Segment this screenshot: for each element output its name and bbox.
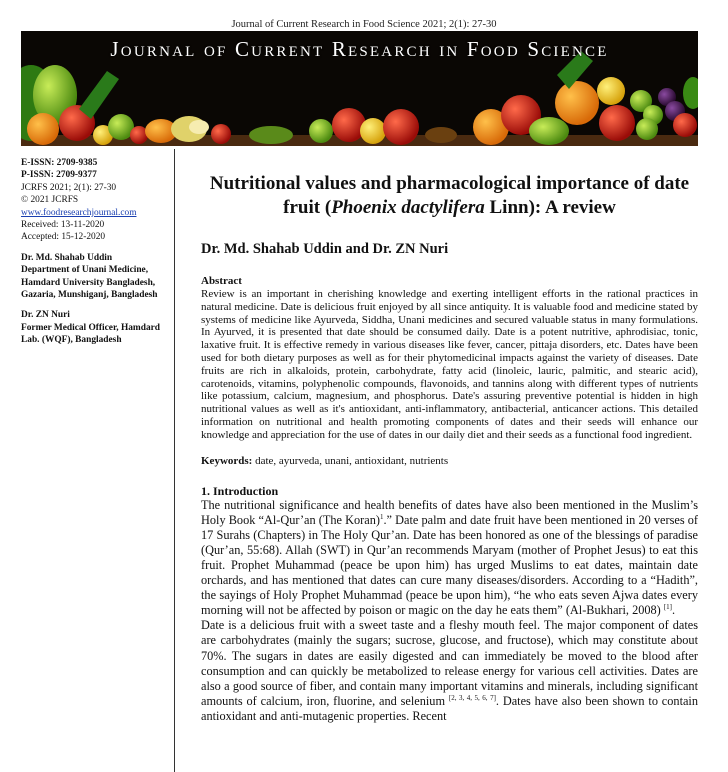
copyright: © 2021 JCRFS [21, 195, 79, 206]
eissn: E-ISSN: 2709-9385 [21, 158, 98, 168]
introduction-paragraph-1: The nutritional significance and health benefits of dates have also been mentioned in the Muslim’s Holy Book “Al-Qur’an (The Koran)$^1$.” Date palm and date fruit have been mentioned in 20 verses of 17 Surahs (Chapters) in The Holy Qur’an. Date has been honored as one of the blessings of paradise (Qur’an, 55:68). Allah (SWT) in Qur’an recommends Maryam (mother of Prophet Jesus) to eat this fruit. Prophet Muhammad (peace be upon him) has urged Muslims to eat dates, maintain date orchards, and has mentioned that dates can cure many diseases/disorders. According to a “Hadith”, the sayings of Holy Prophet Muhammad (peace be upon him), “he who eats seven Ajwa dates every morning will not be affected by poison or magic on the day he eats them” (Al-Bukhari, 2008) [1]. [201, 497, 698, 618]
article-title: Nutritional values and pharmacological importance of date fruit (Phoenix dactylifera Linn): A review [209, 173, 690, 218]
abstract-text: Review is an important in cherishing knowledge and exerting intelligent efforts in the rational practices in natural medicine. Date is delicious fruit enjoyed by all since antiquity. It is valuable food and medicine stated by systems of medicine like Ayurveda, Siddha, Unani medicines and secured valuable status in many formulations. In Ayurved, it is presented that date should be consumed daily. Date is a potent nutritive, aphrodisiac, tonic, laxative fruit. It is effective remedy in various diseases like fever, cancer, pittaja disorders, etc. Dates have been used for both dietary purposes as well as for their phytomedicinal impacts against the variety of diseases. Date fruits are rich in alkaloids, protein, carbohydrate, fatty acid (linoleic, lauric, palmitic, and stearic acid), carotenoids, vitamins, polyphenolic compounds, flavonoids, and tannins along with different types of nutrients like potassium, calcium, magnesium, and phosphorus. Date's assuring preventive potential is hidden in high nutritional values as well as it's antioxidant, anti-inflammatory, antibacterial, anticancer actions. This detailed information on nutritional and health promoting components of dates and their seeds will enhance our knowledge and appreciation for the use of dates in our daily diet and their seeds as a functional food ingredient. [201, 288, 698, 441]
pissn: P-ISSN: 2709-9377 [21, 170, 97, 181]
keywords: Keywords: date, ayurveda, unani, antioxidant, nutrients [201, 454, 449, 467]
column-divider [174, 149, 175, 772]
journal-volume: JCRFS 2021; 2(1): 27-30 [21, 182, 117, 193]
accepted-date: Accepted: 15-12-2020 [21, 232, 106, 243]
banner-journal-title: Journal of Current Research in Food Science [110, 37, 609, 61]
author2-name: Dr. ZN Nuri [21, 310, 70, 321]
journal-banner [21, 31, 698, 146]
author2-affiliation: Former Medical Officer, Hamdard Lab. (WQF), Bangladesh [21, 322, 161, 346]
journal-citation: Journal of Current Research in Food Science 2021; 2(1): 27-30 [231, 19, 497, 30]
author1-affiliation: Department of Unani Medicine, Hamdard University Bangladesh, Gazaria, Munshiganj, Bangladesh [21, 265, 158, 301]
received-date: Received: 13-11-2020 [21, 220, 105, 231]
introduction-paragraph-2: Date is a delicious fruit with a sweet taste and a fleshy mouth feel. The major component of dates are carbohydrates (mainly the sugars; sucrose, glucose, and fructose), which may constitute about 70%. The sugars in dates are easily digested and can immediately be moved to the blood after consumption and can quickly be metabolized to release energy for various cell activities. Dates are also a good source of fiber, and contain many important vitamins and minerals, including significant amounts of calcium, iron, fluorine, and selenium [2, 3, 4, 5, 6, 7]. Dates have also been shown to contain antioxidant and anti-mutagenic properties. Recent [201, 618, 699, 723]
article-main [201, 172, 698, 724]
abstract-heading: Abstract [201, 275, 242, 287]
author1-name: Dr. Md. Shahab Uddin [21, 252, 113, 263]
article-info-sidebar [21, 157, 171, 347]
introduction-heading: 1. Introduction [201, 483, 279, 498]
website-link[interactable]: www.foodresearchjournal.com [21, 207, 137, 218]
article-authors: Dr. Md. Shahab Uddin and Dr. ZN Nuri [201, 241, 449, 257]
